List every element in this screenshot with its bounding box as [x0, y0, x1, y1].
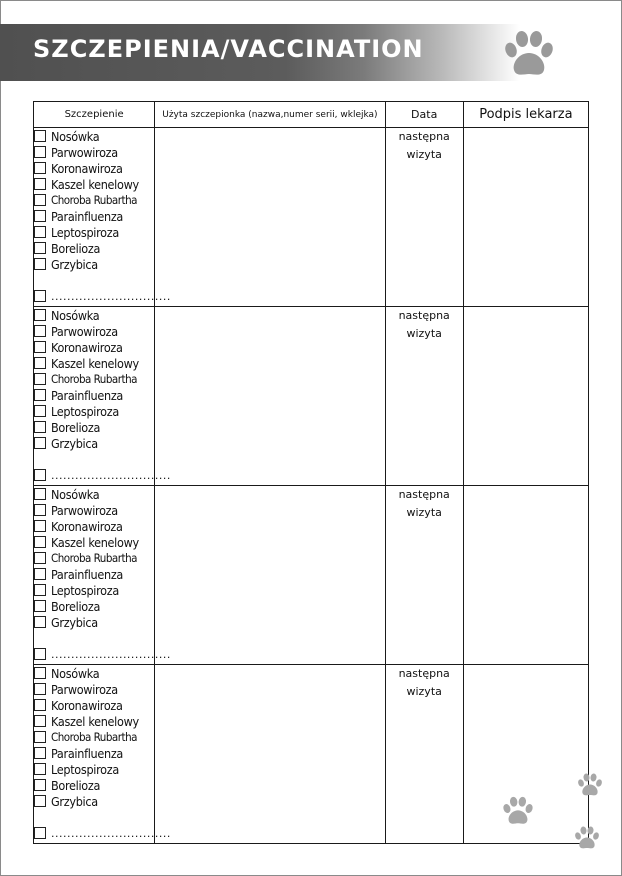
- vaccination-checklist-cell: [34, 665, 171, 844]
- vaccine-label: Nosówka: [51, 486, 100, 502]
- next-visit-label: następna wizyta: [398, 667, 450, 698]
- checkbox[interactable]: [34, 437, 46, 449]
- vaccine-label: Borelioza: [51, 598, 101, 614]
- vaccine-label: Choroba Rubartha: [51, 193, 137, 207]
- vaccine-label: Choroba Rubartha: [51, 372, 137, 386]
- table-header-row: [34, 102, 589, 128]
- table-row: [34, 128, 589, 307]
- vaccination-table: [33, 101, 589, 844]
- vaccine-option: [34, 713, 154, 729]
- page-title: SZCZEPIENIA/VACCINATION: [33, 35, 424, 63]
- other-vaccine-blank[interactable]: ..............................: [51, 826, 171, 840]
- vaccine-option: [34, 729, 154, 745]
- vaccine-label: Choroba Rubartha: [51, 551, 137, 565]
- other-vaccine-blank[interactable]: ..............................: [51, 289, 171, 303]
- vaccine-option: [34, 160, 154, 176]
- checkbox[interactable]: [34, 584, 46, 596]
- checkbox[interactable]: [34, 290, 46, 302]
- next-visit-label: następna wizyta: [398, 309, 450, 340]
- checkbox[interactable]: [34, 242, 46, 254]
- vaccine-option: [34, 582, 154, 598]
- date-cell[interactable]: [385, 665, 463, 844]
- vaccine-option: [34, 566, 154, 582]
- vaccine-option: [34, 534, 154, 550]
- vaccine-used-cell[interactable]: [155, 486, 385, 665]
- vaccine-option: [34, 256, 154, 272]
- column-header-date: Data: [385, 102, 463, 128]
- vaccine-label: Borelioza: [51, 419, 101, 435]
- other-vaccine-blank[interactable]: ..............................: [51, 647, 171, 661]
- vaccine-option: [34, 192, 154, 208]
- signature-cell[interactable]: [463, 307, 588, 486]
- vaccine-option: [34, 371, 154, 387]
- checkbox[interactable]: [34, 421, 46, 433]
- vaccine-used-cell[interactable]: [155, 307, 385, 486]
- checkbox[interactable]: [34, 357, 46, 369]
- checkbox[interactable]: [34, 325, 46, 337]
- vaccine-option: [34, 355, 154, 371]
- next-visit-label: następna wizyta: [398, 488, 450, 519]
- checkbox[interactable]: [34, 568, 46, 580]
- vaccine-label: Parwowiroza: [51, 502, 118, 518]
- vaccine-label: Grzybica: [51, 614, 98, 630]
- vaccine-option: [34, 208, 154, 224]
- checkbox[interactable]: [34, 747, 46, 759]
- vaccine-label: Parainfluenza: [51, 566, 124, 582]
- column-header-vaccination: Szczepienie: [34, 102, 155, 128]
- vaccine-label: Choroba Rubartha: [51, 730, 137, 744]
- vaccine-label: Nosówka: [51, 307, 100, 323]
- vaccine-label: Kaszel kenelowy: [51, 713, 139, 729]
- checkbox[interactable]: [34, 520, 46, 532]
- date-cell[interactable]: [385, 486, 463, 665]
- vaccine-label: Parwowiroza: [51, 144, 118, 160]
- checkbox[interactable]: [34, 389, 46, 401]
- column-header-signature: Podpis lekarza: [463, 102, 588, 128]
- checkbox[interactable]: [34, 210, 46, 222]
- checkbox[interactable]: [34, 536, 46, 548]
- vaccine-option: [34, 598, 154, 614]
- vaccine-label: Parwowiroza: [51, 681, 118, 697]
- other-vaccine-option: [34, 646, 171, 662]
- signature-cell[interactable]: [463, 486, 588, 665]
- checkbox[interactable]: [34, 699, 46, 711]
- vaccine-label: Leptospiroza: [51, 403, 119, 419]
- vaccine-option: [34, 550, 154, 566]
- column-header-vaccine-used: Użyta szczepionka (nazwa,numer serii, wklejka): [155, 102, 385, 128]
- other-vaccine-option: [34, 288, 171, 304]
- checkbox[interactable]: [34, 405, 46, 417]
- checkbox[interactable]: [34, 827, 46, 839]
- vaccine-option: [34, 403, 154, 419]
- vaccine-checklist: [34, 486, 154, 630]
- vaccine-option: [34, 240, 154, 256]
- checkbox[interactable]: [34, 488, 46, 500]
- vaccine-label: Parainfluenza: [51, 745, 124, 761]
- vaccine-label: Leptospiroza: [51, 224, 119, 240]
- vaccine-option: [34, 793, 154, 809]
- vaccination-checklist-cell: [34, 307, 171, 486]
- vaccine-option: [34, 697, 154, 713]
- vaccination-checklist-cell: [34, 128, 171, 307]
- checkbox[interactable]: [34, 779, 46, 791]
- checkbox[interactable]: [34, 504, 46, 516]
- checkbox[interactable]: [34, 795, 46, 807]
- vaccine-option: [34, 144, 154, 160]
- vaccine-option: [34, 323, 154, 339]
- checkbox[interactable]: [34, 648, 46, 660]
- checkbox[interactable]: [34, 178, 46, 190]
- vaccine-label: Leptospiroza: [51, 582, 119, 598]
- vaccine-label: Koronawiroza: [51, 518, 123, 534]
- vaccine-label: Kaszel kenelowy: [51, 176, 139, 192]
- checkbox[interactable]: [34, 731, 46, 743]
- vaccine-option: [34, 518, 154, 534]
- vaccine-label: Kaszel kenelowy: [51, 355, 139, 371]
- vaccine-label: Koronawiroza: [51, 697, 123, 713]
- vaccine-used-cell[interactable]: [155, 128, 385, 307]
- checkbox[interactable]: [34, 715, 46, 727]
- vaccine-label: Nosówka: [51, 128, 100, 144]
- checkbox[interactable]: [34, 763, 46, 775]
- checkbox[interactable]: [34, 373, 46, 385]
- table-row: [34, 307, 589, 486]
- vaccine-label: Kaszel kenelowy: [51, 534, 139, 550]
- date-cell[interactable]: [385, 307, 463, 486]
- vaccine-label: Borelioza: [51, 777, 101, 793]
- checkbox[interactable]: [34, 469, 46, 481]
- other-vaccine-option: [34, 825, 171, 841]
- vaccine-checklist: [34, 128, 154, 272]
- paw-icon: [502, 795, 534, 827]
- date-cell[interactable]: [385, 128, 463, 307]
- paw-icon: [503, 28, 555, 80]
- vaccine-label: Koronawiroza: [51, 160, 123, 176]
- vaccine-option: [34, 486, 154, 502]
- vaccine-used-cell[interactable]: [155, 665, 385, 844]
- other-vaccine-blank[interactable]: ..............................: [51, 468, 171, 482]
- vaccine-option: [34, 745, 154, 761]
- checkbox[interactable]: [34, 309, 46, 321]
- vaccine-label: Parainfluenza: [51, 208, 124, 224]
- paw-icon: [577, 772, 603, 798]
- checkbox[interactable]: [34, 258, 46, 270]
- vaccine-option: [34, 419, 154, 435]
- vaccine-label: Leptospiroza: [51, 761, 119, 777]
- vaccine-option: [34, 307, 154, 323]
- signature-cell[interactable]: [463, 128, 588, 307]
- vaccine-label: Borelioza: [51, 240, 101, 256]
- vaccine-label: Nosówka: [51, 665, 100, 681]
- table-row: [34, 486, 589, 665]
- vaccine-label: Grzybica: [51, 435, 98, 451]
- vaccine-option: [34, 128, 154, 144]
- checkbox[interactable]: [34, 616, 46, 628]
- vaccine-label: Parainfluenza: [51, 387, 124, 403]
- vaccine-option: [34, 761, 154, 777]
- checkbox[interactable]: [34, 667, 46, 679]
- checkbox[interactable]: [34, 341, 46, 353]
- vaccine-option: [34, 387, 154, 403]
- checkbox[interactable]: [34, 162, 46, 174]
- next-visit-label: następna wizyta: [398, 130, 450, 161]
- vaccine-label: Grzybica: [51, 256, 98, 272]
- vaccine-label: Koronawiroza: [51, 339, 123, 355]
- vaccine-option: [34, 665, 154, 681]
- vaccine-checklist: [34, 307, 154, 451]
- vaccine-option: [34, 224, 154, 240]
- vaccination-checklist-cell: [34, 486, 171, 665]
- checkbox[interactable]: [34, 194, 46, 206]
- checkbox[interactable]: [34, 552, 46, 564]
- vaccine-option: [34, 777, 154, 793]
- vaccine-option: [34, 176, 154, 192]
- checkbox[interactable]: [34, 130, 46, 142]
- checkbox[interactable]: [34, 683, 46, 695]
- other-vaccine-option: [34, 467, 171, 483]
- checkbox[interactable]: [34, 146, 46, 158]
- vaccine-option: [34, 614, 154, 630]
- vaccine-option: [34, 502, 154, 518]
- vaccine-option: [34, 435, 154, 451]
- vaccine-option: [34, 339, 154, 355]
- vaccine-option: [34, 681, 154, 697]
- vaccine-checklist: [34, 665, 154, 809]
- paw-icon: [574, 825, 600, 851]
- checkbox[interactable]: [34, 226, 46, 238]
- vaccine-label: Grzybica: [51, 793, 98, 809]
- vaccine-label: Parwowiroza: [51, 323, 118, 339]
- checkbox[interactable]: [34, 600, 46, 612]
